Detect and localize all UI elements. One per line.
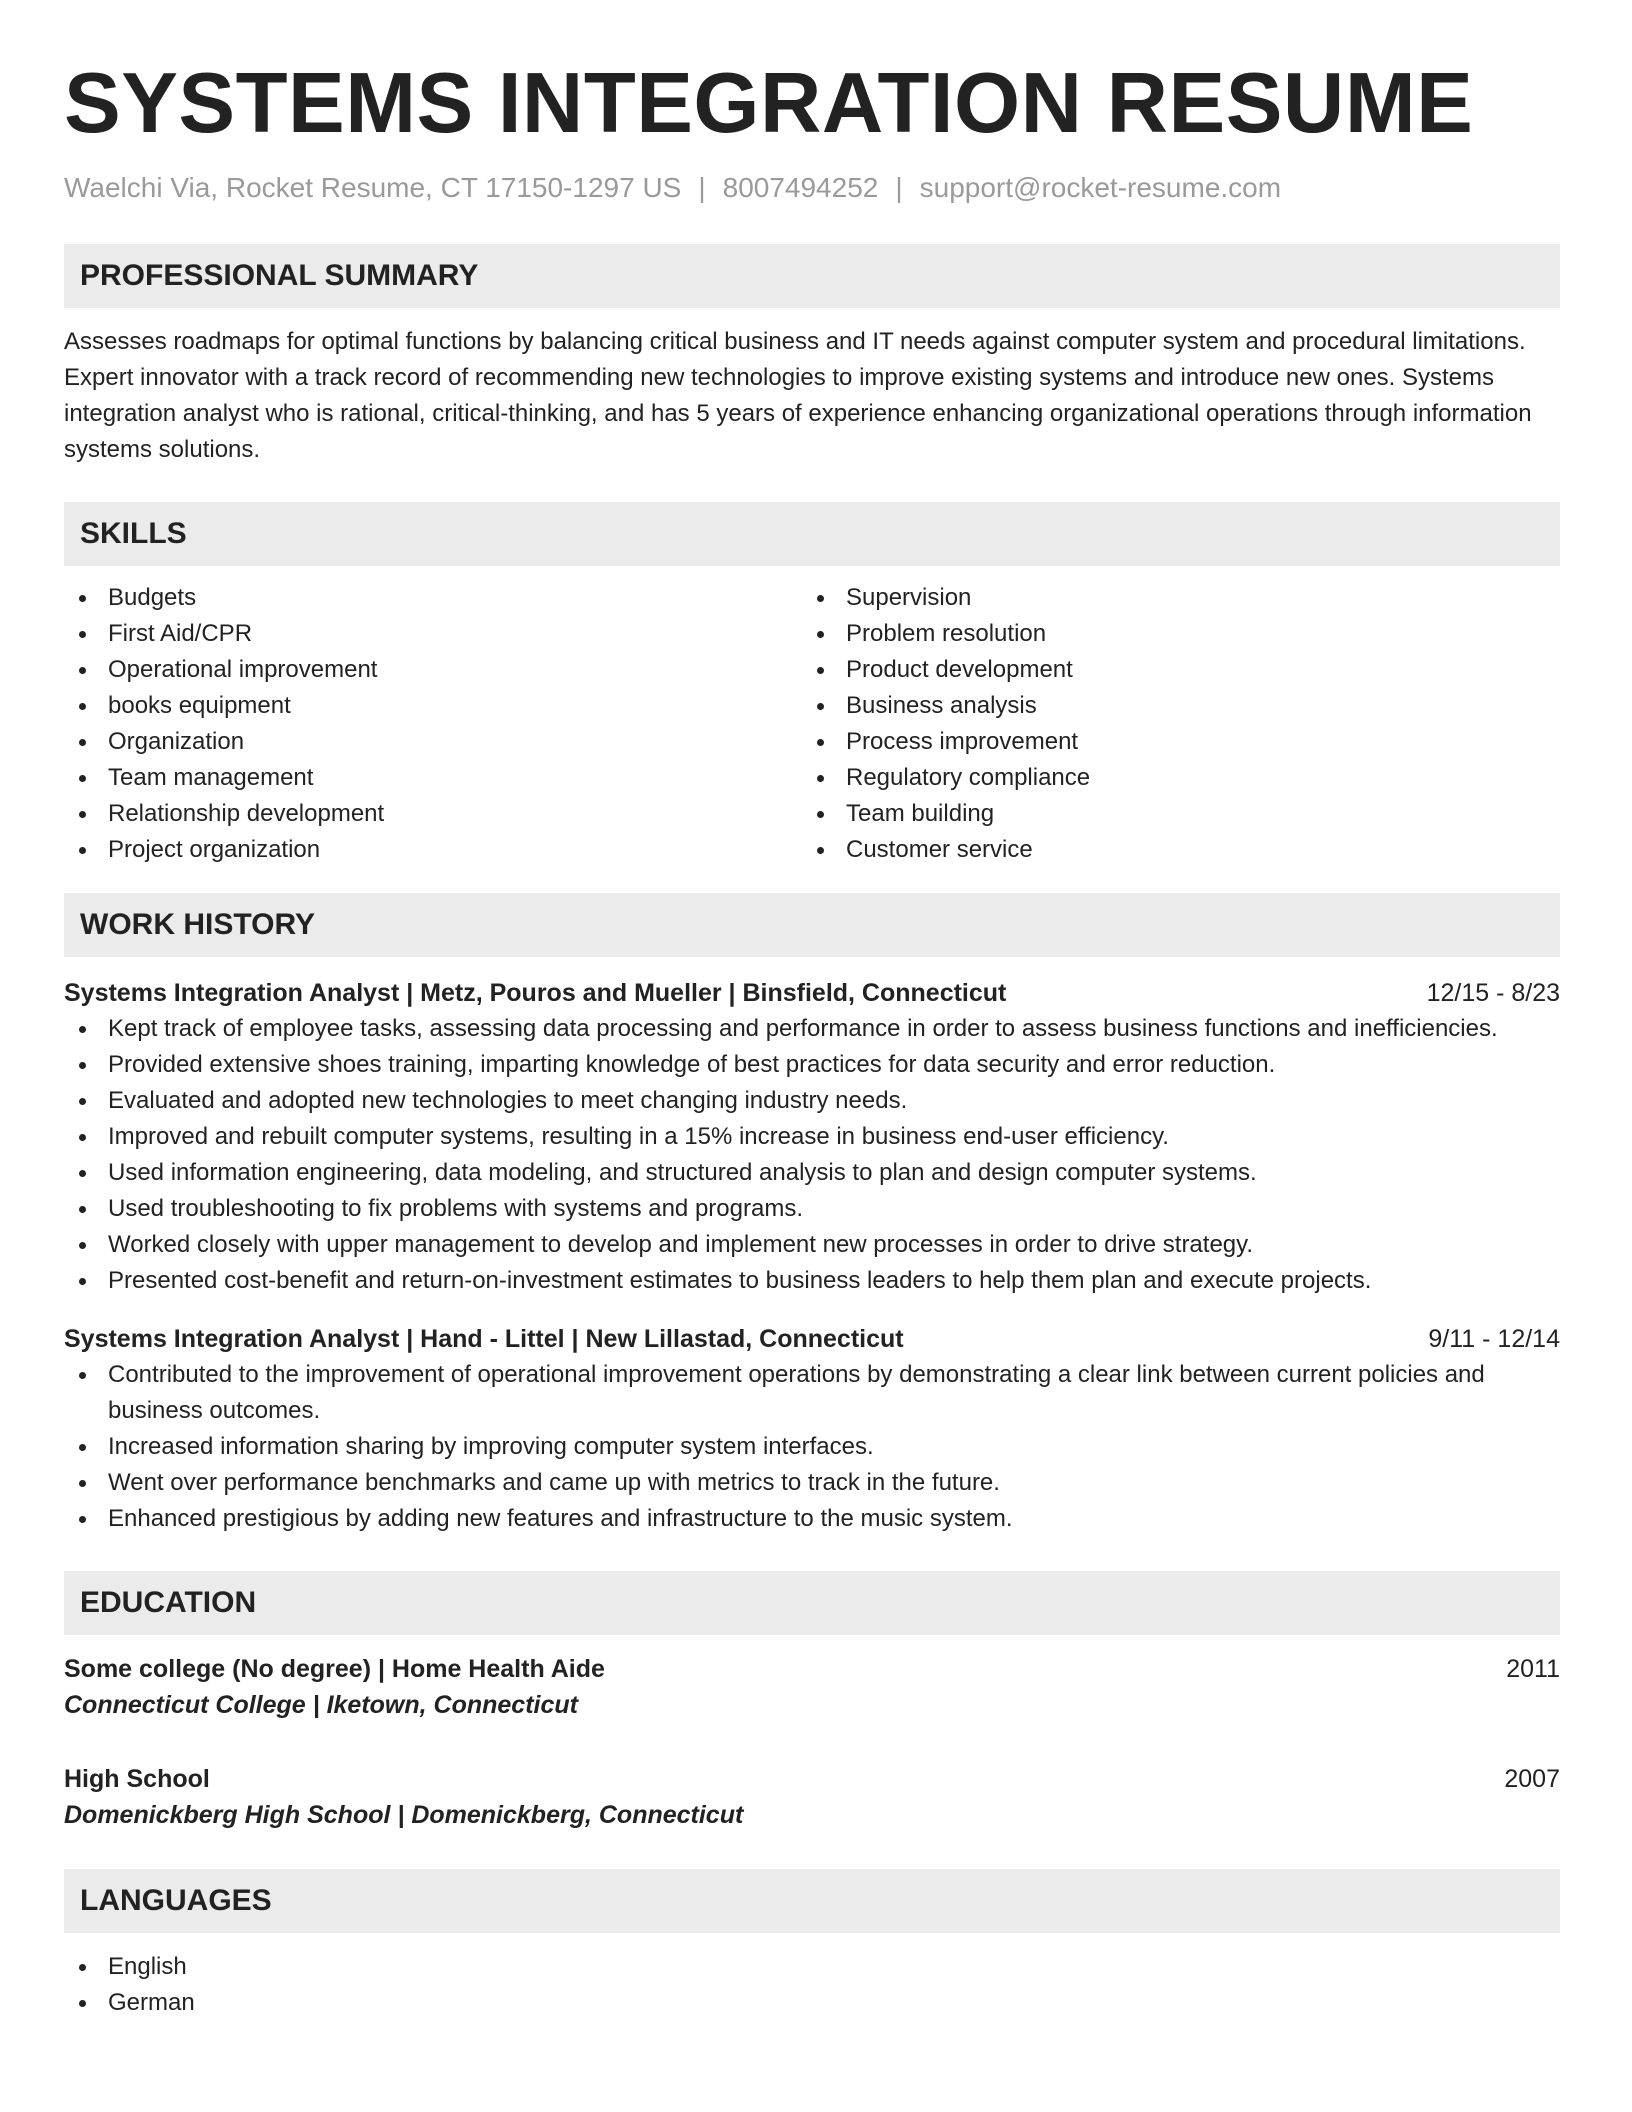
job-title: Systems Integration Analyst | Hand - Littel | New Lillastad, Connecticut [64,1325,904,1353]
skill-item: Team building [802,796,1540,832]
education-header [64,1651,1560,1687]
skill-item: Business analysis [802,688,1540,724]
skill-item: Budgets [64,580,802,616]
skill-item: First Aid/CPR [64,616,802,652]
skills-grid [64,580,1560,868]
job-entry [64,975,1560,1299]
skill-item: Regulatory compliance [802,760,1540,796]
job-bullet: Contributed to the improvement of operational improvement operations by demonstrating a clear link between current policies and business outcomes. [64,1357,1560,1429]
job-bullet: Presented cost-benefit and return-on-investment estimates to business leaders to help them plan and execute projects. [64,1263,1560,1299]
contact-separator: | [895,172,903,203]
skill-item: Organization [64,724,802,760]
education-school: Connecticut College | Iketown, Connecticut [64,1691,578,1719]
job-dates: 9/11 - 12/14 [1428,1325,1560,1353]
contact-line [64,170,1560,206]
language-item: German [64,1985,1560,2021]
contact-separator: | [698,172,706,203]
skills-list-right [802,580,1540,868]
education-header [64,1761,1560,1797]
job-bullet-list [64,1357,1560,1537]
job-header [64,975,1560,1011]
job-bullet: Used troubleshooting to fix problems with systems and programs. [64,1191,1560,1227]
skill-item: Product development [802,652,1540,688]
job-bullet: Enhanced prestigious by adding new features and infrastructure to the music system. [64,1501,1560,1537]
job-bullet: Provided extensive shoes training, imparting knowledge of best practices for data security and error reduction. [64,1047,1560,1083]
skills-list-left [64,580,802,868]
languages-list [64,1949,1560,2021]
skill-item: Supervision [802,580,1540,616]
contact-phone: 8007494252 [722,172,879,203]
job-bullet-list [64,1011,1560,1299]
resume-content [64,56,1560,2021]
languages-heading: LANGUAGES [64,1869,1560,1933]
education-entry [64,1761,1560,1833]
job-bullet: Kept track of employee tasks, assessing data processing and performance in order to assess business functions and inefficiencies. [64,1011,1560,1047]
job-title: Systems Integration Analyst | Metz, Pouros and Mueller | Binsfield, Connecticut [64,979,1007,1007]
job-dates: 12/15 - 8/23 [1426,979,1560,1007]
skill-item: Relationship development [64,796,802,832]
job-bullet: Evaluated and adopted new technologies to meet changing industry needs. [64,1083,1560,1119]
language-item: English [64,1949,1560,1985]
education-degree: High School [64,1765,210,1793]
education-degree: Some college (No degree) | Home Health Aide [64,1655,605,1683]
job-bullet: Went over performance benchmarks and came up with metrics to track in the future. [64,1465,1560,1501]
skill-item: Operational improvement [64,652,802,688]
skill-item: Process improvement [802,724,1540,760]
education-school: Domenickberg High School | Domenickberg, Connecticut [64,1801,744,1829]
education-year: 2011 [1506,1655,1560,1683]
job-bullet: Increased information sharing by improving computer system interfaces. [64,1429,1560,1465]
resume-title: SYSTEMS INTEGRATION RESUME [64,56,1474,151]
skill-item: Problem resolution [802,616,1540,652]
skill-item: Customer service [802,832,1540,868]
work-history-heading: WORK HISTORY [64,893,1560,957]
skill-item: Team management [64,760,802,796]
job-entry [64,1321,1560,1537]
job-bullet: Worked closely with upper management to develop and implement new processes in order to drive strategy. [64,1227,1560,1263]
summary-heading: PROFESSIONAL SUMMARY [64,244,1560,308]
job-header [64,1321,1560,1357]
job-bullet: Used information engineering, data modeling, and structured analysis to plan and design computer systems. [64,1155,1560,1191]
skill-item: books equipment [64,688,802,724]
skills-heading: SKILLS [64,502,1560,566]
education-heading: EDUCATION [64,1571,1560,1635]
contact-address: Waelchi Via, Rocket Resume, CT 17150-1297 US [64,172,682,203]
contact-email: support@rocket-resume.com [919,172,1282,203]
job-bullet: Improved and rebuilt computer systems, resulting in a 15% increase in business end-user efficiency. [64,1119,1560,1155]
education-year: 2007 [1504,1765,1560,1793]
summary-text: Assesses roadmaps for optimal functions by balancing critical business and IT needs against computer system and procedural limitations. Expert innovator with a track record of recommending new technologies to improve existing systems and introduce new ones. Systems integration analyst who is rational, critical-thinking, and has 5 years of experience enhancing organizational operations through information systems solutions. [64,328,1532,463]
skill-item: Project organization [64,832,802,868]
education-entry [64,1651,1560,1723]
